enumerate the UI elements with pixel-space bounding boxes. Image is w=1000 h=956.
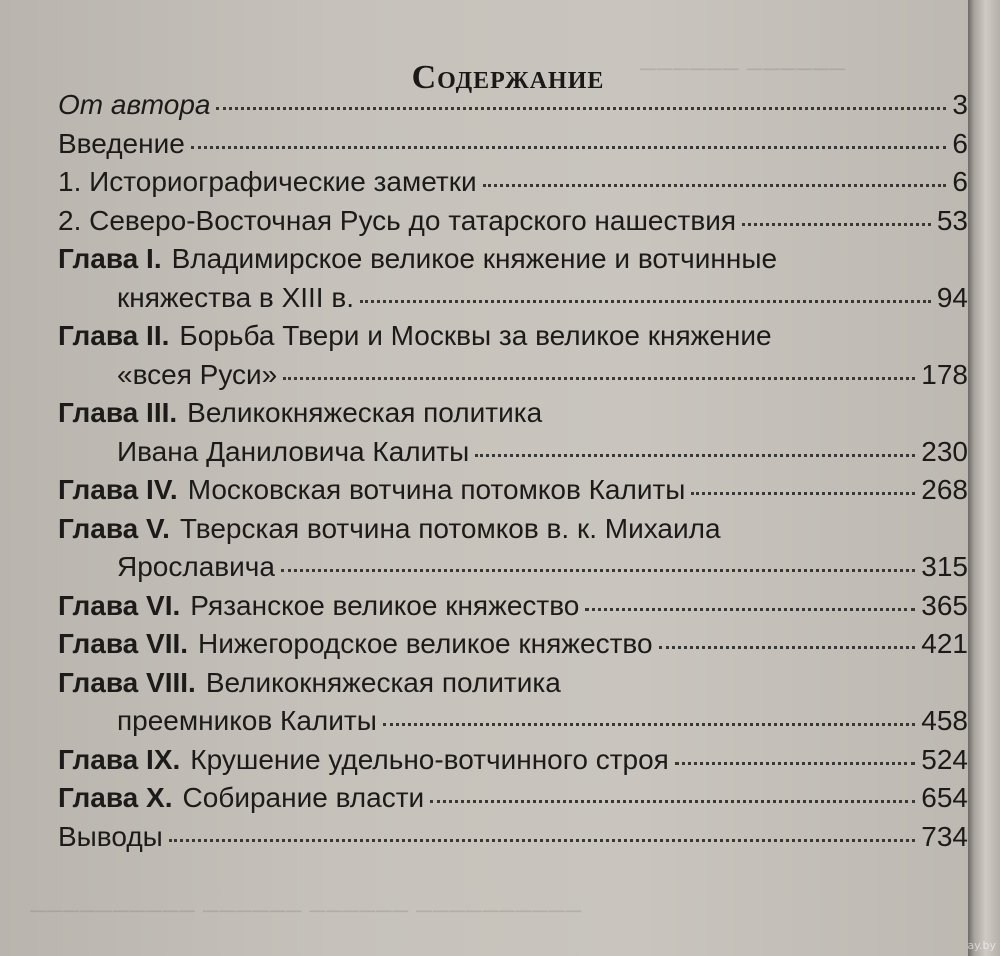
toc-entry-chapter-1-cont[interactable] xyxy=(58,279,968,318)
chapter-number: Глава I. xyxy=(58,243,162,274)
toc-entry-chapter-6[interactable] xyxy=(58,587,968,626)
dot-leader xyxy=(430,794,915,803)
toc-entry-chapter-9[interactable] xyxy=(58,741,968,780)
toc-entry-label-cont: «всея Руси» xyxy=(117,358,278,390)
toc-entry-chapter-4[interactable] xyxy=(58,471,968,510)
dot-leader xyxy=(659,640,916,649)
toc-entry-introduction[interactable] xyxy=(58,125,968,164)
dot-leader xyxy=(675,756,915,765)
dot-leader xyxy=(283,371,915,380)
toc-entry-heading xyxy=(58,741,669,780)
toc-entry-chapter-2-cont[interactable] xyxy=(58,356,968,395)
toc-entry-chapter-3-cont[interactable] xyxy=(58,433,968,472)
dot-leader xyxy=(475,448,915,457)
toc-entry-page: 6 xyxy=(952,166,968,197)
dot-leader xyxy=(169,833,916,842)
dot-leader xyxy=(483,178,947,187)
toc-entry-page: 178 xyxy=(921,358,968,390)
dot-leader xyxy=(691,486,915,495)
chapter-number: Глава IV. xyxy=(58,474,178,505)
toc-entry-page: 268 xyxy=(921,474,968,505)
page-edge xyxy=(968,0,1000,956)
table-of-contents xyxy=(58,86,968,856)
toc-entry-label: Рязанское великое княжество xyxy=(190,589,580,621)
toc-entry-page: 524 xyxy=(921,743,968,775)
toc-entry-heading xyxy=(58,625,653,664)
chapter-number: Глава X. xyxy=(58,782,173,813)
toc-entry-page: 315 xyxy=(921,551,968,582)
chapter-number: Глава VI. xyxy=(58,589,181,621)
dot-leader xyxy=(216,101,946,110)
toc-entry-page: 53 xyxy=(936,204,968,236)
toc-entry-heading xyxy=(58,317,772,356)
chapter-number: Глава VIII. xyxy=(58,666,196,698)
toc-entry-label-cont: Ярославича xyxy=(117,551,275,582)
dot-leader xyxy=(585,602,915,611)
toc-entry-label: Введение xyxy=(58,127,185,159)
dot-leader xyxy=(191,140,947,149)
toc-entry-historiography[interactable] xyxy=(58,163,968,202)
toc-entry-heading xyxy=(58,240,777,279)
toc-entry-heading xyxy=(58,394,542,433)
chapter-number: Глава II. xyxy=(58,320,170,351)
toc-entry-label: Выводы xyxy=(58,820,163,852)
toc-entry-label-cont: княжества в XIII в. xyxy=(117,281,355,313)
toc-entry-label: Нижегородское великое княжество xyxy=(198,628,653,659)
toc-entry-label: Борьба Твери и Москвы за великое княжение xyxy=(179,320,772,351)
toc-entry-label: 2. Северо-Восточная Русь до татарского нашествия xyxy=(58,204,737,236)
toc-entry-page: 421 xyxy=(921,628,968,659)
dot-leader xyxy=(281,563,915,572)
toc-entry-label: Великокняжеская политика xyxy=(205,666,561,698)
toc-entry-page: 365 xyxy=(921,589,968,621)
toc-entry-northeast-rus[interactable] xyxy=(58,202,968,241)
toc-entry-heading xyxy=(58,779,424,818)
chapter-number: Глава V. xyxy=(58,512,170,544)
dot-leader xyxy=(360,294,931,303)
toc-entry-page: 94 xyxy=(936,281,968,313)
toc-entry-label: Великокняжеская политика xyxy=(187,397,543,428)
toc-entry-label: От автора xyxy=(58,89,211,120)
chapter-number: Глава VII. xyxy=(58,628,189,659)
toc-entry-chapter-8[interactable] xyxy=(58,664,968,703)
toc-entry-label-cont: Ивана Даниловича Калиты xyxy=(117,435,470,467)
chapter-number: Глава IX. xyxy=(58,743,181,775)
toc-entry-label: Тверская вотчина потомков в. к. Михаила xyxy=(179,512,721,544)
page-title: Содержание xyxy=(411,58,605,96)
toc-entry-chapter-10[interactable] xyxy=(58,779,968,818)
toc-entry-heading xyxy=(58,587,579,626)
toc-entry-from-author[interactable] xyxy=(58,86,968,125)
dot-leader xyxy=(742,217,931,226)
toc-entry-chapter-3[interactable] xyxy=(58,394,968,433)
toc-entry-page: 230 xyxy=(921,435,968,467)
toc-entry-label: Собирание власти xyxy=(182,782,425,813)
toc-entry-page: 654 xyxy=(921,782,968,813)
toc-entry-chapter-1[interactable] xyxy=(58,240,968,279)
toc-entry-chapter-2[interactable] xyxy=(58,317,968,356)
dot-leader xyxy=(383,717,915,726)
toc-entry-page: 458 xyxy=(921,705,968,736)
toc-entry-label: Московская вотчина потомков Калиты xyxy=(187,474,686,505)
toc-entry-label: Владимирское великое княжение и вотчинные xyxy=(171,243,778,274)
toc-entry-conclusions[interactable] xyxy=(58,818,968,857)
toc-entry-label: 1. Историографические заметки xyxy=(58,166,477,197)
toc-entry-label-cont: преемников Калиты xyxy=(117,705,377,736)
toc-entry-heading xyxy=(58,664,561,703)
toc-entry-chapter-5-cont[interactable] xyxy=(58,548,968,587)
toc-entry-chapter-8-cont[interactable] xyxy=(58,702,968,741)
bleed-through-text-bottom: ────────── ────── ────── ────────── xyxy=(30,898,583,923)
bleed-through-text: ────── ────── xyxy=(640,56,847,81)
toc-entry-heading xyxy=(58,510,721,549)
toc-entry-label: Крушение удельно-вотчинного строя xyxy=(190,743,669,775)
watermark: ay.by xyxy=(967,939,996,952)
toc-entry-chapter-7[interactable] xyxy=(58,625,968,664)
toc-entry-chapter-5[interactable] xyxy=(58,510,968,549)
toc-entry-page: 3 xyxy=(952,89,968,120)
toc-entry-heading xyxy=(58,471,685,510)
toc-entry-page: 6 xyxy=(952,127,968,159)
toc-entry-page: 734 xyxy=(921,820,968,852)
chapter-number: Глава III. xyxy=(58,397,178,428)
